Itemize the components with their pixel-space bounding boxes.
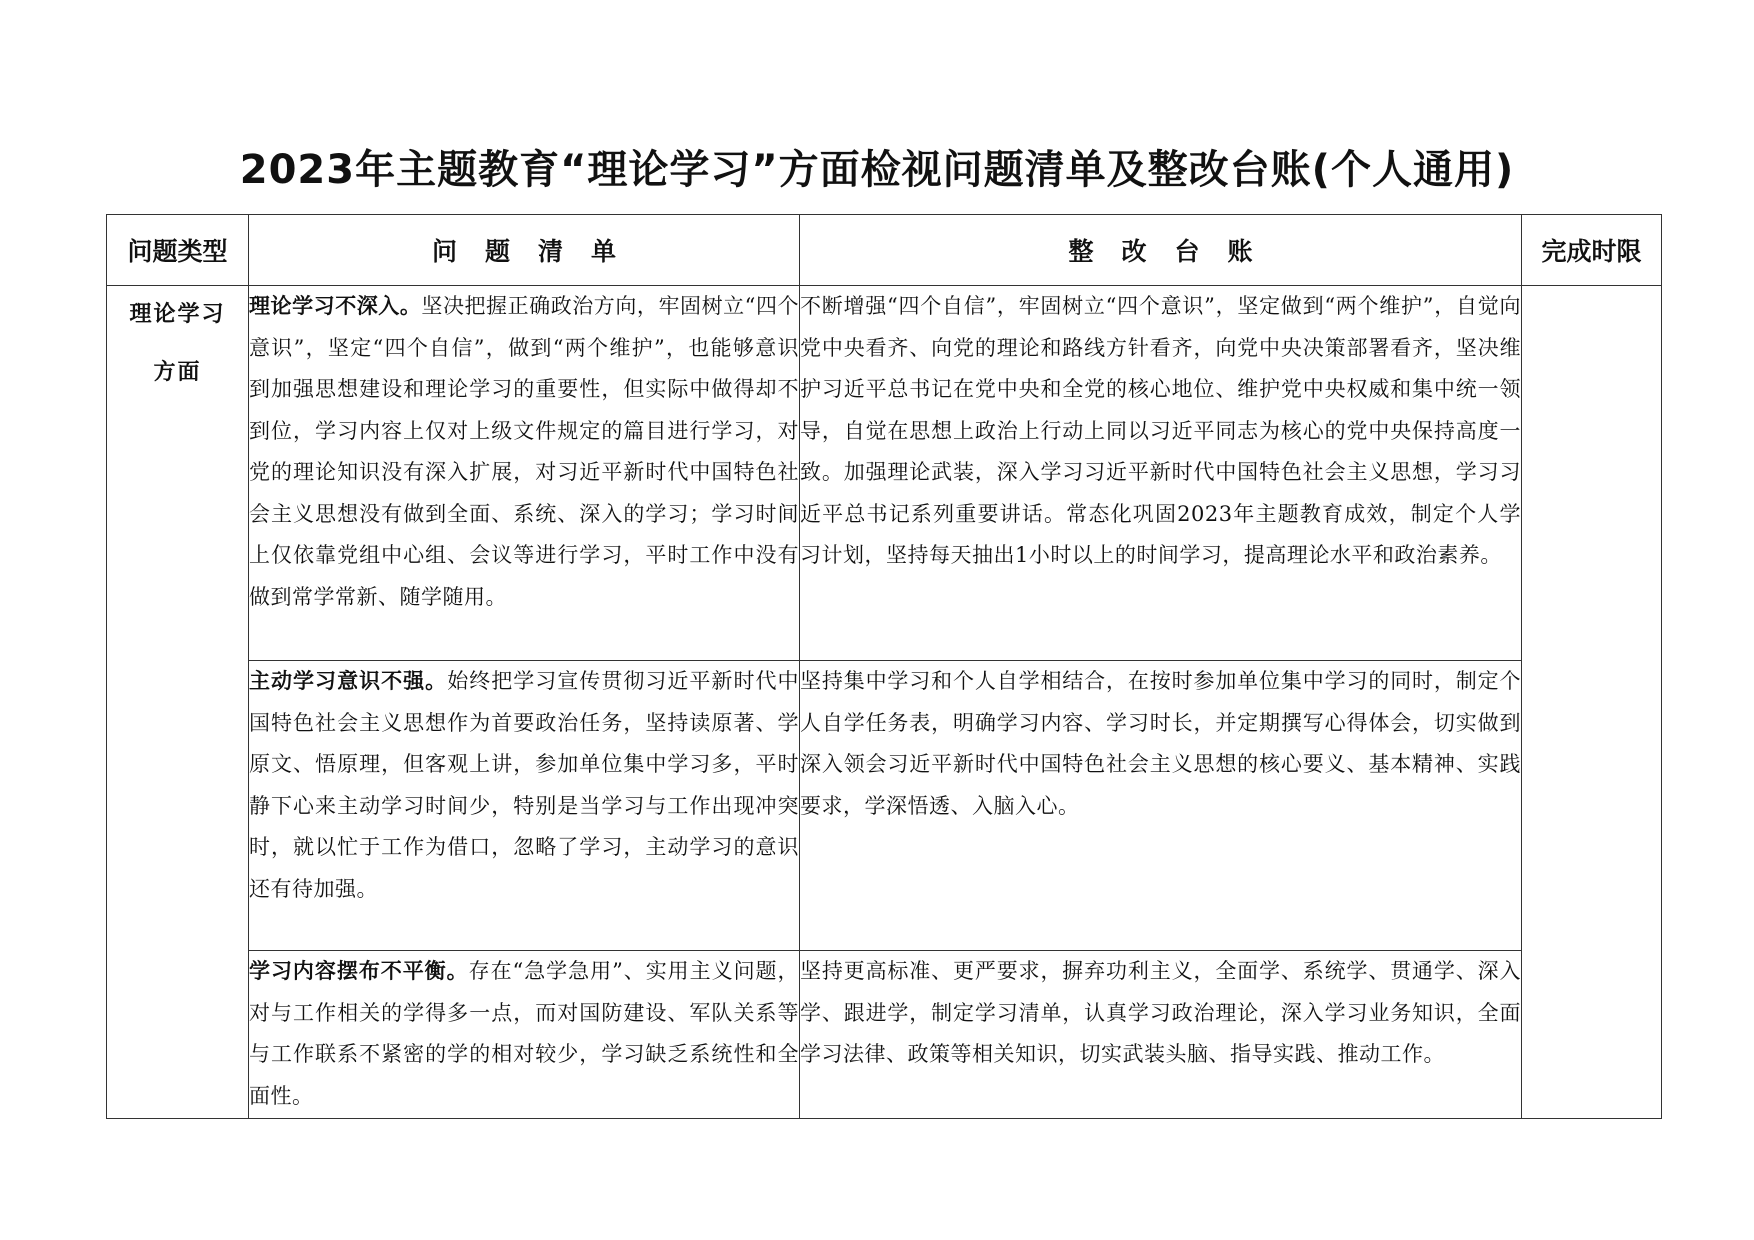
table-row <box>107 286 1662 661</box>
problem-category-cell <box>107 286 249 1119</box>
table-row <box>107 661 1662 951</box>
rectification-ledger-table <box>106 214 1662 1119</box>
table-row <box>107 951 1662 1119</box>
document-title: 2023年主题教育“理论学习”方面检视问题清单及整改台账(个人通用) <box>239 147 1515 193</box>
problem-heading: 学习内容摆布不平衡。 <box>249 959 469 983</box>
deadline-cell <box>1522 286 1662 1119</box>
problem-description: 存在“急学急用”、实用主义问题，对与工作相关的学得多一点，而对国防建设、军队关系等与工作联系不紧密的学的相对较少，学习缺乏系统性和全面性。 <box>249 959 799 1108</box>
problem-cell <box>249 661 800 951</box>
rectification-cell: 不断增强“四个自信”，牢固树立“四个意识”，坚定做到“两个维护”，自觉向党中央看齐、向党的理论和路线方针看齐，向党中央决策部署看齐，坚决维护习近平总书记在党中央和全党的核心地位、维护党中央权威和集中统一领导，自觉在思想上政治上行动上同以习近平同志为核心的党中央保持高度一致。加强理论武装，深入学习习近平新时代中国特色社会主义思想，学习习近平总书记系列重要讲话。常态化巩固2023年主题教育成效，制定个人学习计划，坚持每天抽出1小时以上的时间学习，提高理论水平和政治素养。 <box>800 286 1522 661</box>
problem-description: 始终把学习宣传贯彻习近平新时代中国特色社会主义思想作为首要政治任务，坚持读原著、学原文、悟原理，但客观上讲，参加单位集中学习多，平时静下心来主动学习时间少，特别是当学习与工作出现冲突时，就以忙于工作为借口，忽略了学习，主动学习的意识还有待加强。 <box>249 669 799 901</box>
rectification-cell: 坚持集中学习和个人自学相结合，在按时参加单位集中学习的同时，制定个人自学任务表，明确学习内容、学习时长，并定期撰写心得体会，切实做到深入领会习近平新时代中国特色社会主义思想的核心要义、基本精神、实践要求，学深悟透、入脑入心。 <box>800 661 1522 951</box>
header-deadline: 完成时限 <box>1522 215 1662 286</box>
table-header-row <box>107 215 1662 286</box>
header-rectification-ledger: 整改台账 <box>800 215 1522 286</box>
rectification-cell: 坚持更高标准、更严要求，摒弃功利主义，全面学、系统学、贯通学、深入学、跟进学，制定学习清单，认真学习政治理论，深入学习业务知识，全面学习法律、政策等相关知识，切实武装头脑、指导实践、推动工作。 <box>800 951 1522 1119</box>
problem-description: 坚决把握正确政治方向，牢固树立“四个意识”，坚定“四个自信”，做到“两个维护”，也能够意识到加强思想建设和理论学习的重要性，但实际中做得却不到位，学习内容上仅对上级文件规定的篇目进行学习，对党的理论知识没有深入扩展，对习近平新时代中国特色社会主义思想没有做到全面、系统、深入的学习；学习时间上仅依靠党组中心组、会议等进行学习，平时工作中没有做到常学常新、随学随用。 <box>249 294 800 609</box>
problem-cell <box>249 951 800 1119</box>
problem-cell <box>249 286 800 661</box>
category-label-line2: 方面 <box>153 360 202 385</box>
header-problem-list: 问题清单 <box>249 215 800 286</box>
problem-heading: 理论学习不深入。 <box>249 294 422 318</box>
header-problem-type: 问题类型 <box>107 215 249 286</box>
category-label-line1: 理论学习 <box>129 302 226 327</box>
problem-heading: 主动学习意识不强。 <box>249 669 448 693</box>
